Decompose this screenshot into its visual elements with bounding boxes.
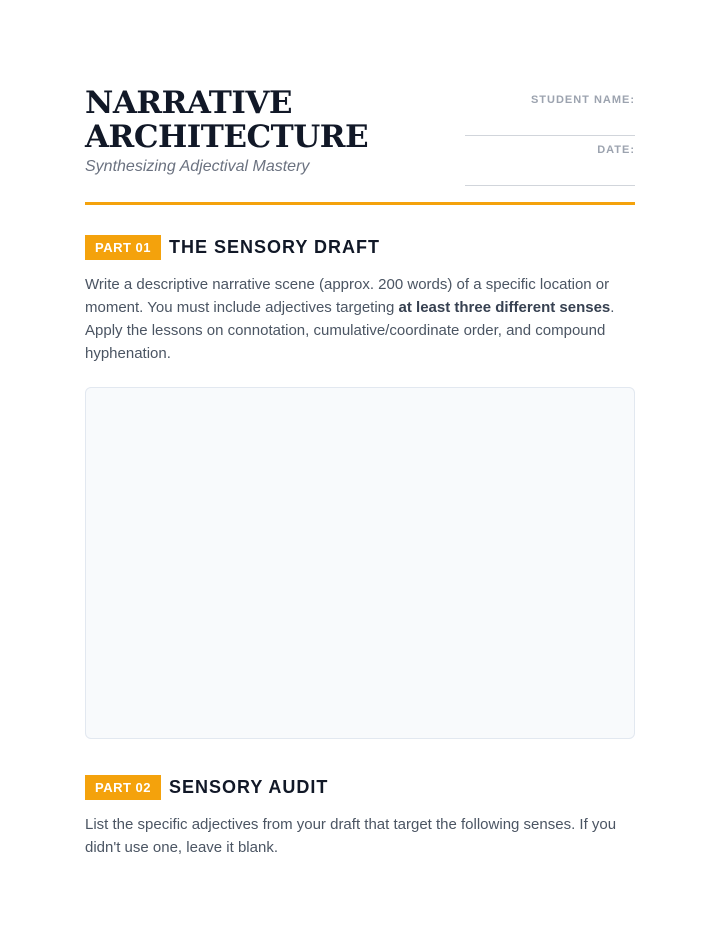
student-name-field[interactable] <box>465 86 635 136</box>
title-line-2: ARCHITECTURE <box>85 119 369 155</box>
date-field[interactable] <box>465 136 635 186</box>
part-2-instructions: List the specific adjectives from your draft that target the following senses. If you didn't use one, leave it blank. <box>85 816 617 856</box>
part-1-title: THE SENSORY DRAFT <box>169 237 381 257</box>
student-info-fields <box>465 86 635 186</box>
part-1-instructions <box>85 273 635 365</box>
part-1-heading <box>85 235 635 260</box>
worksheet-page <box>85 86 635 874</box>
part-2-heading <box>85 775 635 800</box>
sensory-draft-writing-area[interactable] <box>85 387 635 739</box>
student-name-label: STUDENT NAME: <box>530 94 635 106</box>
date-label: DATE: <box>597 144 635 156</box>
part-1-text-start: Write a descriptive narrative scene (approx. 200 words) of a specific location or moment. You must include adjectives targeting <box>85 276 610 316</box>
part-1-text-end: . Apply the lessons on connotation, cumulative/coordinate order, and compound hyphenation. <box>85 299 615 362</box>
part-1-text-emphasis: at least three different senses <box>398 299 611 316</box>
part-2-badge: PART 02 <box>85 775 161 800</box>
worksheet-subtitle: Synthesizing Adjectival Mastery <box>85 158 310 175</box>
part-1-badge: PART 01 <box>85 235 161 260</box>
worksheet-header <box>85 86 635 205</box>
part-2-title: SENSORY AUDIT <box>169 777 329 797</box>
title-line-1: NARRATIVE <box>85 85 293 121</box>
